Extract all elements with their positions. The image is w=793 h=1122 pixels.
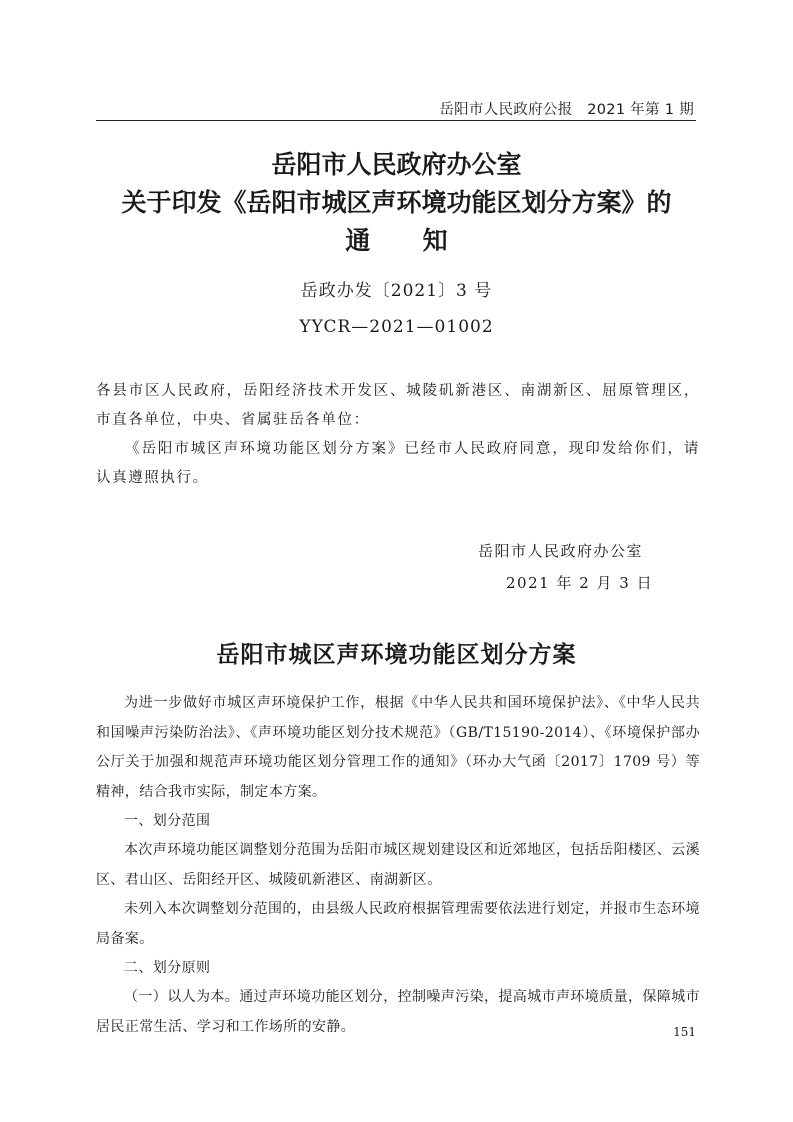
- header-gazette-title: 岳阳市人民政府公报 2021 年第 1 期: [439, 102, 694, 118]
- section-heading-principles: 二、划分原则: [124, 960, 211, 976]
- document-number: 岳政办发〔2021〕3 号: [300, 281, 493, 301]
- notice-title-line-3: 通 知: [345, 226, 448, 255]
- notice-addressee: 各县市区人民政府，岳阳经济技术开发区、城陵矶新港区、南湖新区、屈原管理区，市直各单位，中央、省属驻岳各单位：: [96, 383, 700, 428]
- scope-paragraph-1: 本次声环境功能区调整划分范围为岳阳市城区规划建设区和近郊地区，包括岳阳楼区、云溪区、君山区、岳阳经开区、城陵矶新港区、南湖新区。: [96, 842, 700, 888]
- signature-date: 2021 年 2 月 3 日: [506, 574, 654, 592]
- scope-paragraph-2: 未列入本次调整划分范围的，由县级人民政府根据管理需要依法进行划定，并报市生态环境局备案。: [96, 901, 700, 947]
- principle-paragraph-1: （一）以人为本。通过声环境功能区划分，控制噪声污染，提高城市声环境质量，保障城市居民正常生活、学习和工作场所的安静。: [96, 989, 700, 1035]
- plan-intro-paragraph: 为进一步做好市城区声环境保护工作，根据《中华人民共和国环境保护法》、《中华人民共和国噪声污染防治法》、《声环境功能区划分技术规范》（GB/T15190-2014）、《环境保护部办公厅关于加强和规范声环境功能区划分管理工作的通知》（环办大气函〔2017〕1709 号）等精神，结合我市实际，制定本方案。: [96, 695, 700, 800]
- section-heading-scope: 一、划分范围: [124, 813, 211, 829]
- signature-office: 岳阳市人民政府办公室: [478, 542, 644, 560]
- page-header: [96, 98, 696, 121]
- notice-title: [0, 146, 793, 260]
- plan-title: 岳阳市城区声环境功能区划分方案: [216, 641, 577, 668]
- notice-body: 《岳阳市城区声环境功能区划分方案》已经市人民政府同意，现印发给你们，请认真遵照执行。: [96, 441, 700, 486]
- register-number: YYCR—2021—01002: [299, 317, 494, 337]
- notice-title-line-2: 关于印发《岳阳市城区声环境功能区划分方案》的: [121, 188, 672, 217]
- page-number: 151: [673, 1025, 696, 1039]
- notice-title-line-1: 岳阳市人民政府办公室: [271, 150, 522, 179]
